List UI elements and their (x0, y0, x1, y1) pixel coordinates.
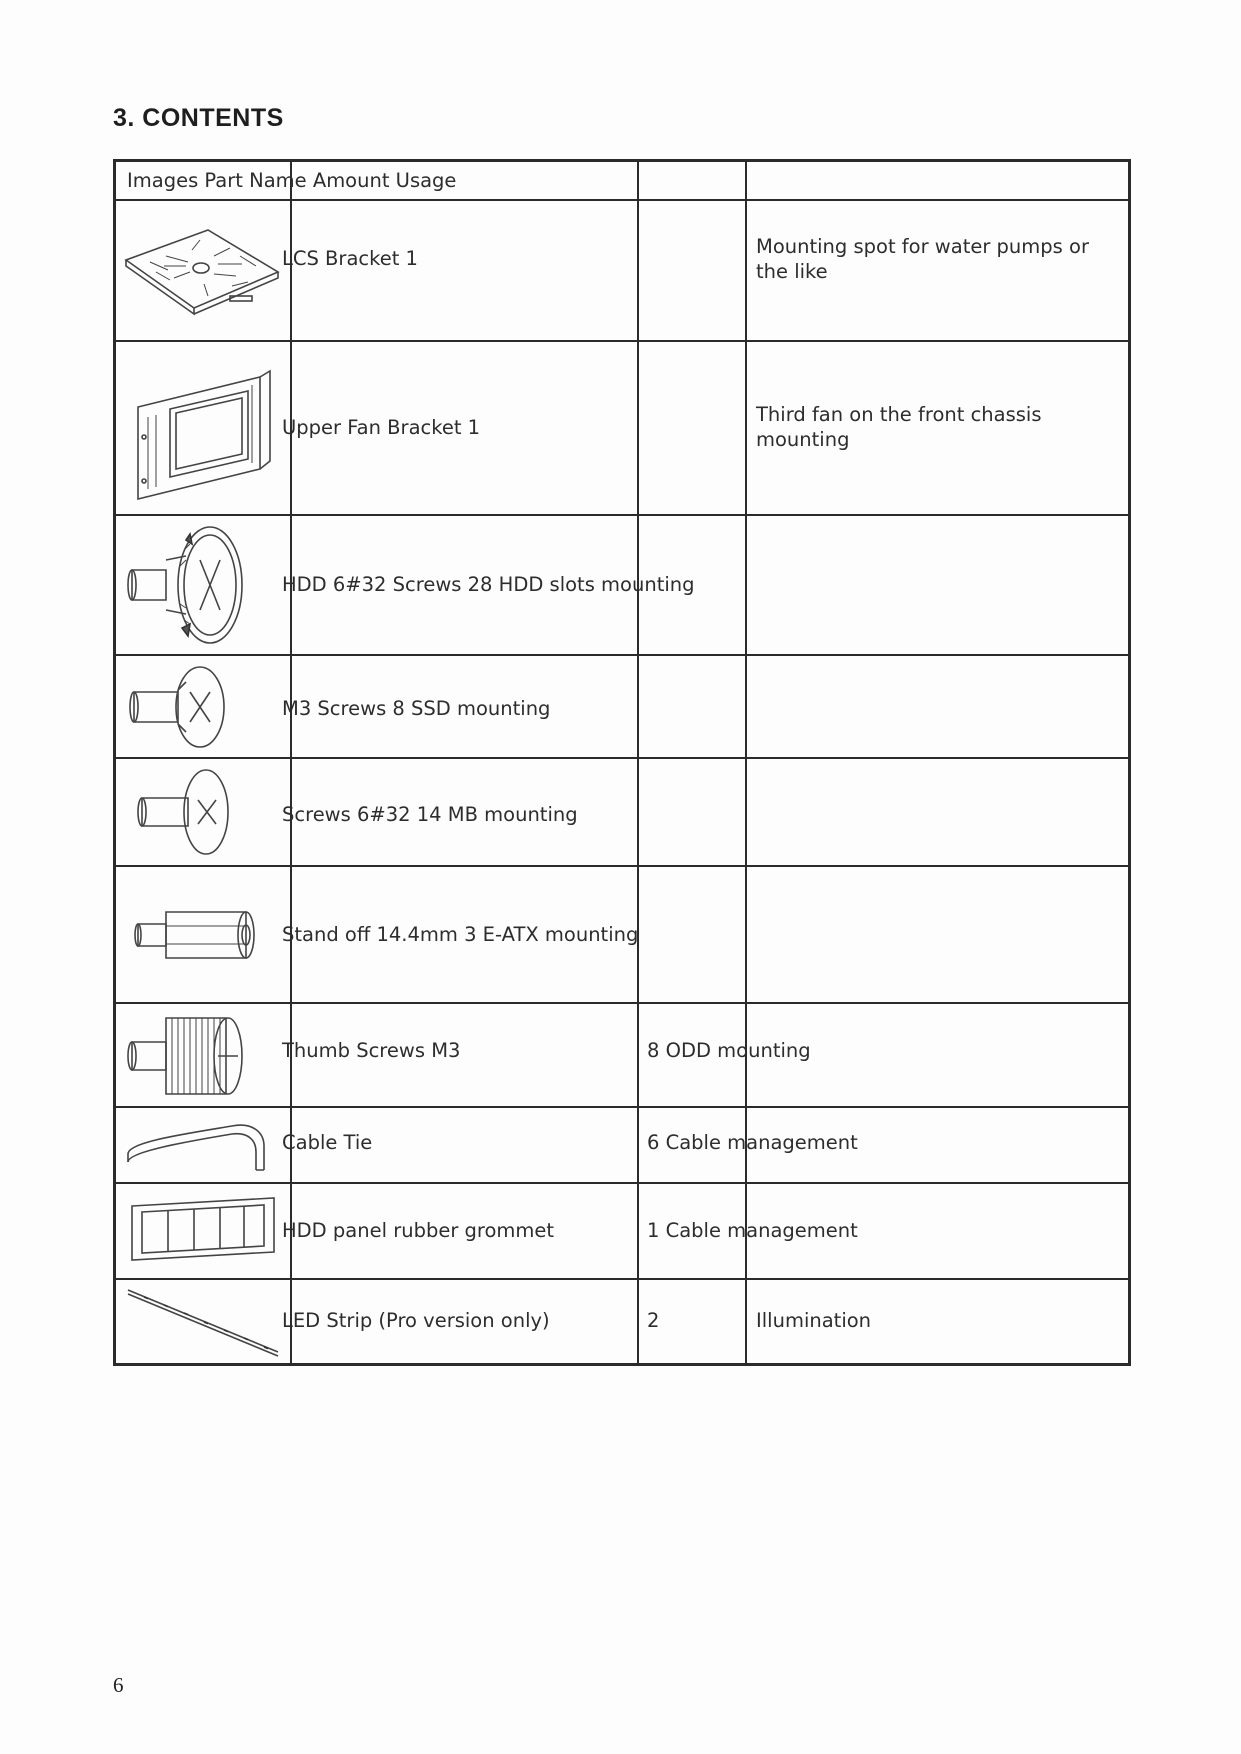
grommet-icon (128, 1190, 278, 1270)
led-strip-icon (124, 1284, 284, 1364)
section-heading: 3. CONTENTS (113, 104, 284, 132)
mb-screw-icon (136, 764, 246, 859)
part-text: Stand off 14.4mm 3 E-ATX mounting (282, 923, 639, 946)
row-divider (116, 199, 1128, 201)
row-divider (116, 757, 1128, 759)
contents-table (113, 159, 1131, 1366)
column-divider (745, 162, 747, 1363)
usage-text: Illumination (756, 1309, 872, 1332)
part-text: HDD panel rubber grommet (282, 1219, 555, 1242)
fan-bracket-icon (130, 357, 280, 502)
lcs-bracket-icon (122, 226, 282, 316)
amount-text: 2 (647, 1309, 660, 1332)
m3-screw-icon (128, 662, 238, 752)
row-divider (116, 1182, 1128, 1184)
amount-usage-text: 6 Cable management (647, 1131, 858, 1154)
part-text: LCS Bracket 1 (282, 247, 418, 270)
amount-usage-text: 1 Cable management (647, 1219, 858, 1242)
usage-text: Third fan on the front chassis mounting (756, 403, 1042, 451)
hdd-screw-icon (126, 520, 256, 650)
row-divider (116, 654, 1128, 656)
part-text: HDD 6#32 Screws 28 HDD slots mounting (282, 573, 695, 596)
part-text: Screws 6#32 14 MB mounting (282, 803, 578, 826)
table-header: Images Part Name Amount Usage (127, 169, 457, 192)
row-divider (116, 865, 1128, 867)
column-divider (290, 162, 292, 1363)
standoff-icon (134, 890, 264, 980)
row-divider (116, 340, 1128, 342)
part-text: Cable Tie (282, 1131, 373, 1154)
row-divider (116, 1106, 1128, 1108)
row-divider (116, 1278, 1128, 1280)
usage-text: Mounting spot for water pumps or the like (756, 235, 1089, 283)
thumb-screw-icon (126, 1008, 256, 1103)
part-text: Upper Fan Bracket 1 (282, 416, 481, 439)
part-text: Thumb Screws M3 (282, 1039, 461, 1062)
part-text: LED Strip (Pro version only) (282, 1309, 550, 1332)
part-text: M3 Screws 8 SSD mounting (282, 697, 551, 720)
cable-tie-icon (124, 1112, 274, 1178)
page-number: 6 (113, 1673, 124, 1697)
row-divider (116, 514, 1128, 516)
row-divider (116, 1002, 1128, 1004)
column-divider (637, 162, 639, 1363)
amount-usage-text: 8 ODD mounting (647, 1039, 811, 1062)
